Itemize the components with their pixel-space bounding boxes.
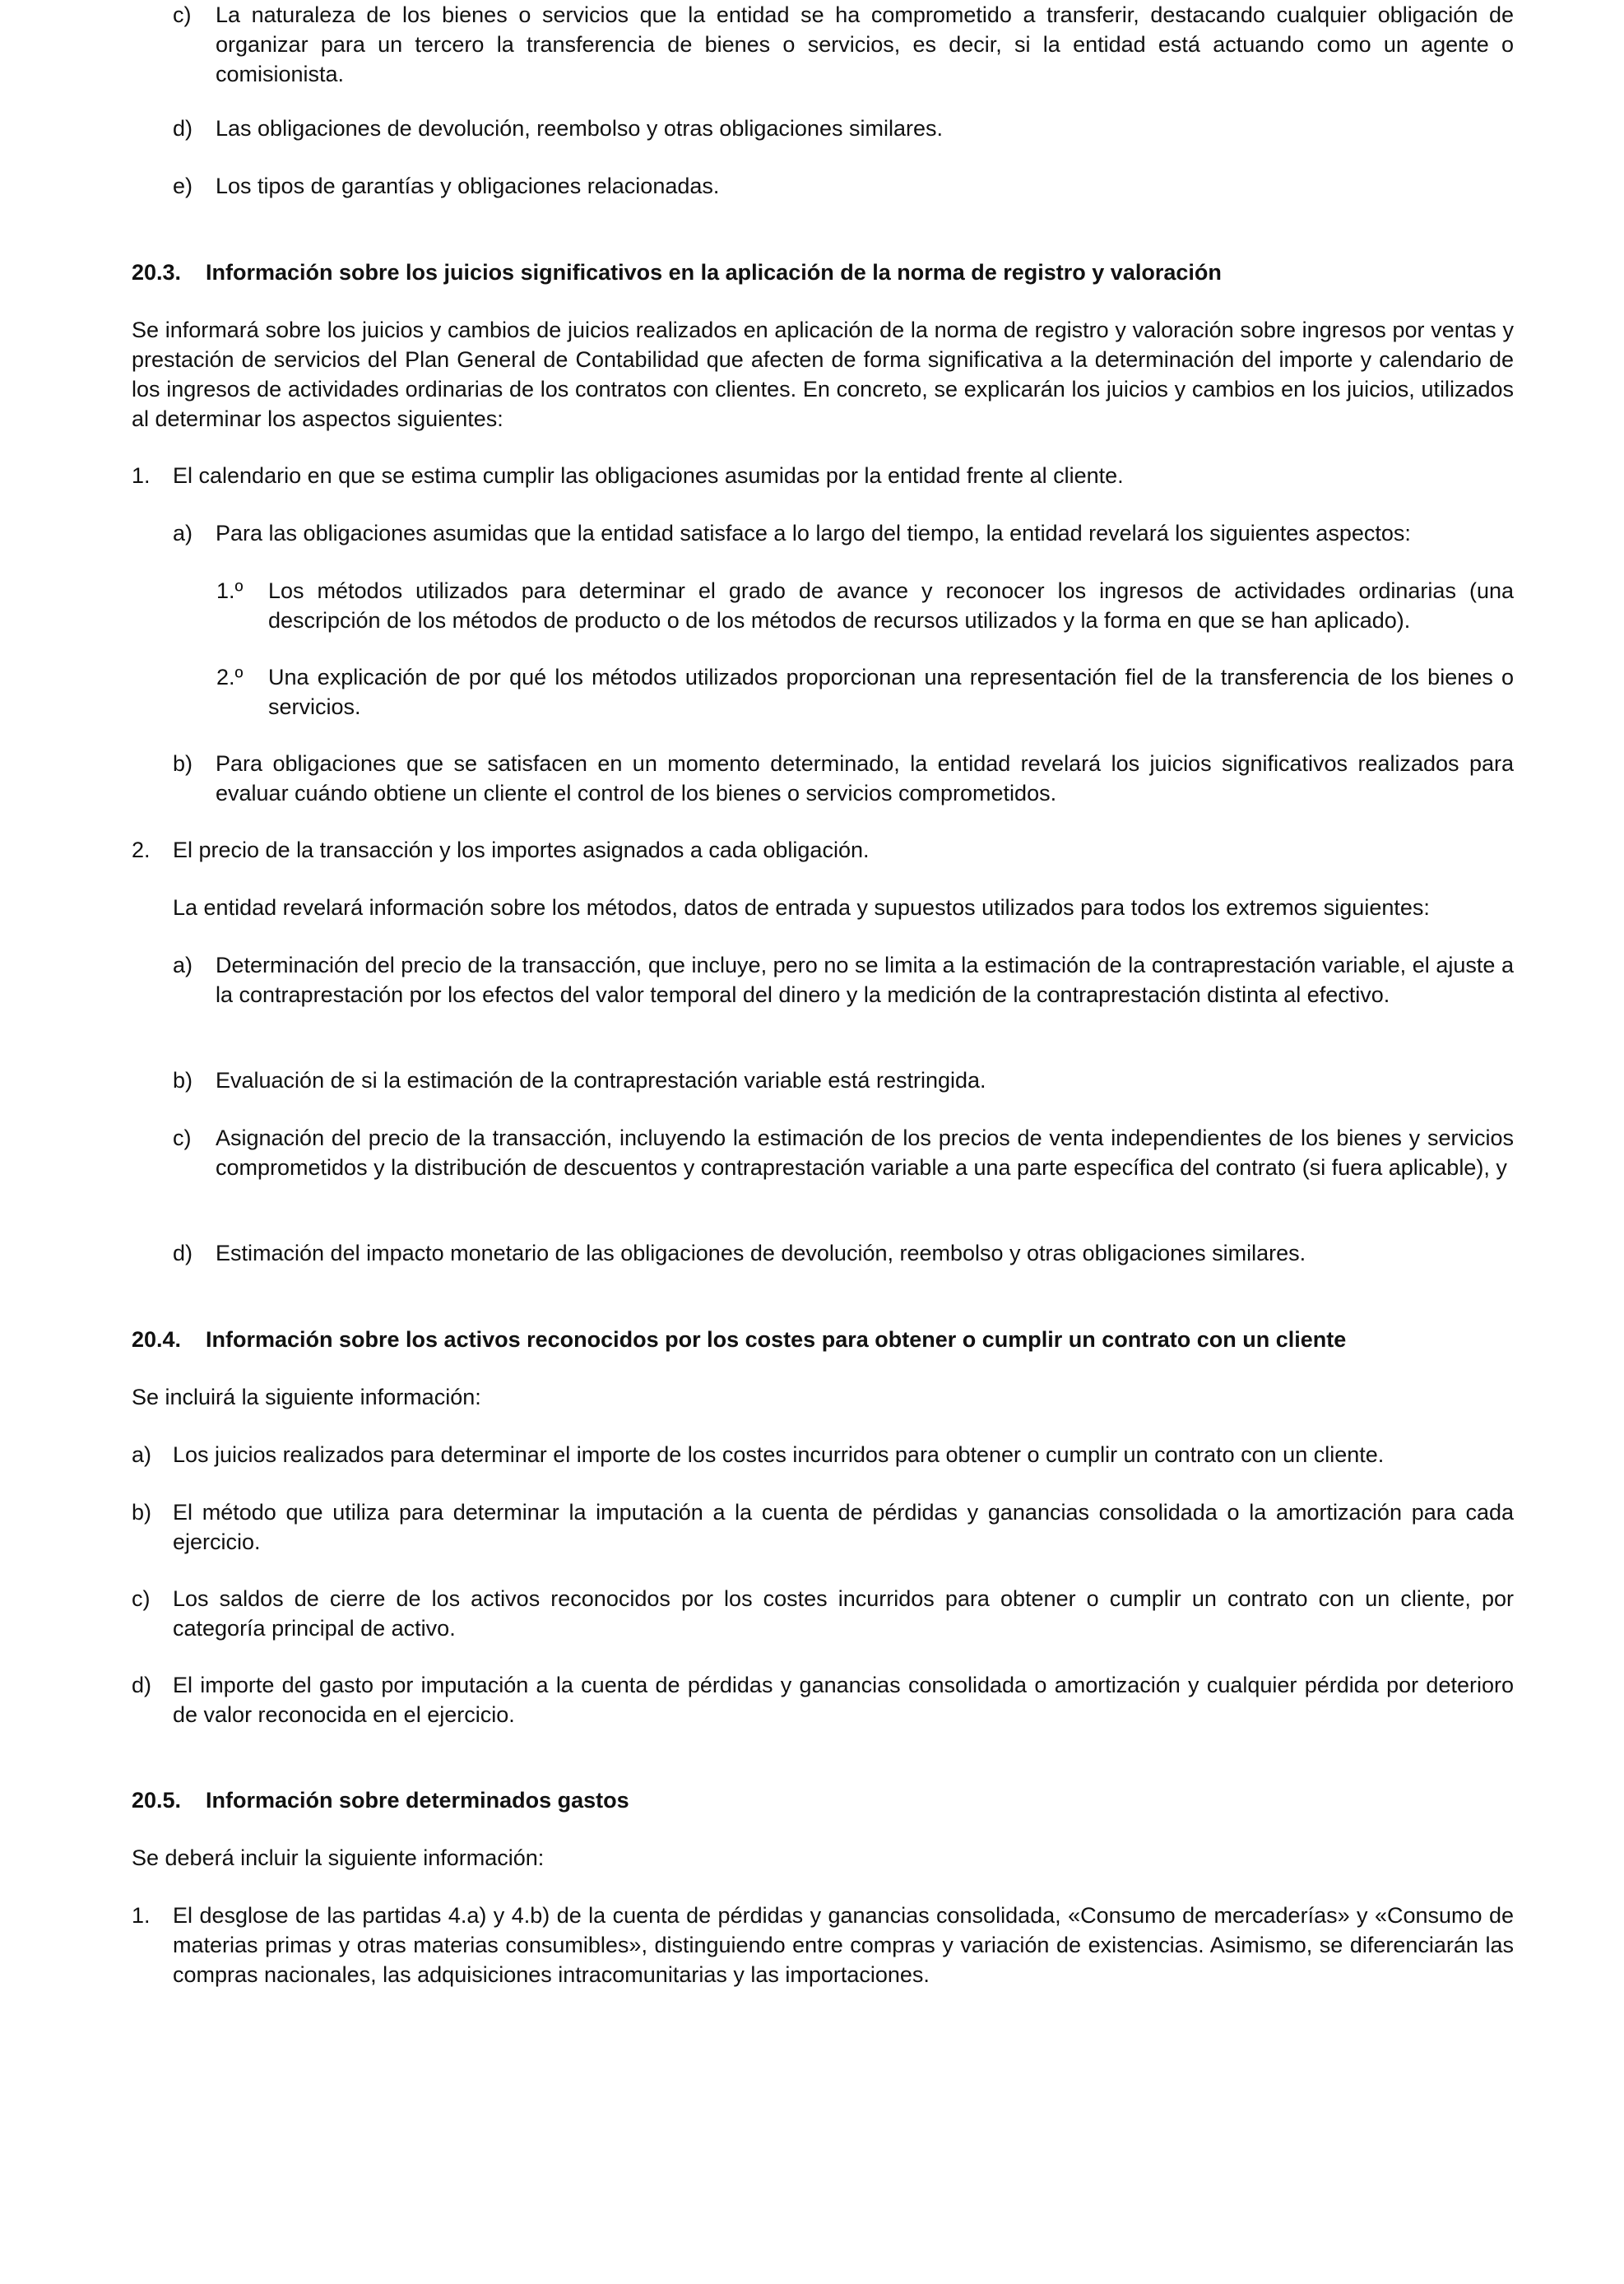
- list-item: [132, 1497, 1514, 1557]
- list-item-text: Asignación del precio de la transacción, incluyendo la estimación de los precios de venta independientes de los bienes y servicios comprometidos y la distribución de descuentos y contraprestación variable a una parte específica del contrato (si fuera aplicable), y: [216, 1126, 1514, 1180]
- section-number: 20.5.: [132, 1788, 182, 1813]
- list-item-label: d): [173, 116, 193, 141]
- list-item: [132, 1440, 1514, 1469]
- list-item: [173, 518, 1514, 548]
- section-heading: [132, 258, 1222, 287]
- list-item-label: c): [173, 1126, 192, 1150]
- paragraph: Se deberá incluir la siguiente información:: [132, 1845, 545, 1870]
- list-item: [132, 1901, 1514, 1989]
- list-item-text: El desglose de las partidas 4.a) y 4.b) de la cuenta de pérdidas y ganancias consolidada, «Consumo de mercaderías» y «Consumo de materias primas y otras materias consumibles», distinguiendo entre compras y variación de existencias. Asimismo, se diferenciarán las compras nacionales, las adquisiciones intracomunitarias y las importaciones.: [173, 1903, 1514, 1987]
- list-item-text: Estimación del impacto monetario de las obligaciones de devolución, reembolso y otras obligaciones similares.: [216, 1241, 1306, 1265]
- list-item-text: Determinación del precio de la transacción, que incluye, pero no se limita a la estimación de la contraprestación variable, el ajuste a la contraprestación por los efectos del valor temporal del dinero y la medición de la contraprestación distinta al efectivo.: [216, 953, 1514, 1007]
- list-item-label: a): [173, 953, 193, 977]
- paragraph: Se informará sobre los juicios y cambios de juicios realizados en aplicación de la norma de registro y valoración sobre ingresos por ventas y prestación de servicios del Plan General de Contabilidad que afecten de forma significativa a la determinación del importe y calendario de los ingresos de actividades ordinarias de los contratos con clientes. En concreto, se explicarán los juicios y cambios en los juicios, utilizados al determinar los aspectos siguientes:: [132, 318, 1514, 431]
- list-item-text: Los juicios realizados para determinar el importe de los costes incurridos para obtener o cumplir un contrato con un cliente.: [173, 1442, 1385, 1467]
- list-item-text: Las obligaciones de devolución, reembolso y otras obligaciones similares.: [216, 116, 943, 141]
- list-item: [132, 835, 1514, 865]
- list-item-label: d): [132, 1673, 152, 1697]
- list-item: [132, 1584, 1514, 1643]
- list-item-text: Evaluación de si la estimación de la contraprestación variable está restringida.: [216, 1068, 986, 1093]
- list-item-text: Una explicación de por qué los métodos utilizados proporcionan una representación fiel de la transferencia de los bienes o servicios.: [268, 665, 1514, 719]
- section-title: Información sobre determinados gastos: [206, 1788, 629, 1813]
- list-item-label: 1.º: [216, 578, 244, 603]
- section-number: 20.4.: [132, 1327, 182, 1352]
- list-item-text: El método que utiliza para determinar la imputación a la cuenta de pérdidas y ganancias consolidada o la amortización para cada ejercicio.: [173, 1500, 1514, 1554]
- list-item-label: 2.º: [216, 665, 244, 689]
- list-item: [173, 0, 1514, 89]
- list-item-label: 2.: [132, 838, 151, 862]
- list-item-label: d): [173, 1241, 193, 1265]
- list-item-text: Los métodos utilizados para determinar el grado de avance y reconocer los ingresos de actividades ordinarias (una descripción de los métodos de producto o de los métodos de recursos utilizados y la forma en que se han aplicado).: [268, 578, 1514, 633]
- list-item: [173, 1065, 1514, 1095]
- list-item-label: e): [173, 174, 193, 198]
- list-item: [216, 662, 1514, 722]
- section-title: Información sobre los juicios significativos en la aplicación de la norma de registro y valoración: [206, 260, 1222, 285]
- list-item: [173, 1238, 1514, 1268]
- list-item-label: a): [132, 1442, 152, 1467]
- list-item-text: Para obligaciones que se satisfacen en un momento determinado, la entidad revelará los juicios significativos realizados para evaluar cuándo obtiene un cliente el control de los bienes o servicios comprometidos.: [216, 751, 1514, 805]
- list-item-label: b): [173, 1068, 193, 1093]
- list-item: [173, 1123, 1514, 1182]
- list-item: [173, 114, 1514, 143]
- list-item-text: Los saldos de cierre de los activos reconocidos por los costes incurridos para obtener o cumplir un contrato con un cliente, por categoría principal de activo.: [173, 1586, 1514, 1641]
- list-item-text: Los tipos de garantías y obligaciones relacionadas.: [216, 174, 720, 198]
- list-item-text: Para las obligaciones asumidas que la entidad satisface a lo largo del tiempo, la entidad revelará los siguientes aspectos:: [216, 521, 1411, 545]
- list-item: [132, 1670, 1514, 1729]
- list-item-text: El importe del gasto por imputación a la cuenta de pérdidas y ganancias consolidada o amortización y cualquier pérdida por deterioro de valor reconocida en el ejercicio.: [173, 1673, 1514, 1727]
- list-item-label: b): [132, 1500, 152, 1525]
- list-item-label: a): [173, 521, 193, 545]
- list-item: [173, 171, 1514, 201]
- paragraph: Se incluirá la siguiente información:: [132, 1385, 481, 1409]
- list-item: [132, 461, 1514, 490]
- list-item-label: b): [173, 751, 193, 776]
- section-number: 20.3.: [132, 260, 182, 285]
- list-item-label: c): [173, 2, 192, 27]
- list-item: [173, 950, 1514, 1010]
- section-heading: [132, 1325, 1346, 1354]
- list-item: [173, 749, 1514, 808]
- list-item-label: 1.: [132, 1903, 151, 1928]
- list-item-text: El calendario en que se estima cumplir las obligaciones asumidas por la entidad frente al cliente.: [173, 463, 1124, 488]
- list-item-text: La naturaleza de los bienes o servicios que la entidad se ha comprometido a transferir, destacando cualquier obligación de organizar para un tercero la transferencia de bienes o servicios, es decir, si la entidad está actuando como un agente o comisionista.: [216, 2, 1514, 86]
- section-title: Información sobre los activos reconocidos por los costes para obtener o cumplir un contrato con un cliente: [206, 1327, 1347, 1352]
- list-item: [216, 576, 1514, 635]
- list-item-text: El precio de la transacción y los importes asignados a cada obligación.: [173, 838, 870, 862]
- paragraph: La entidad revelará información sobre los métodos, datos de entrada y supuestos utilizados para todos los extremos siguientes:: [173, 895, 1430, 920]
- list-item-label: c): [132, 1586, 151, 1611]
- section-heading: [132, 1785, 629, 1815]
- list-item-label: 1.: [132, 463, 151, 488]
